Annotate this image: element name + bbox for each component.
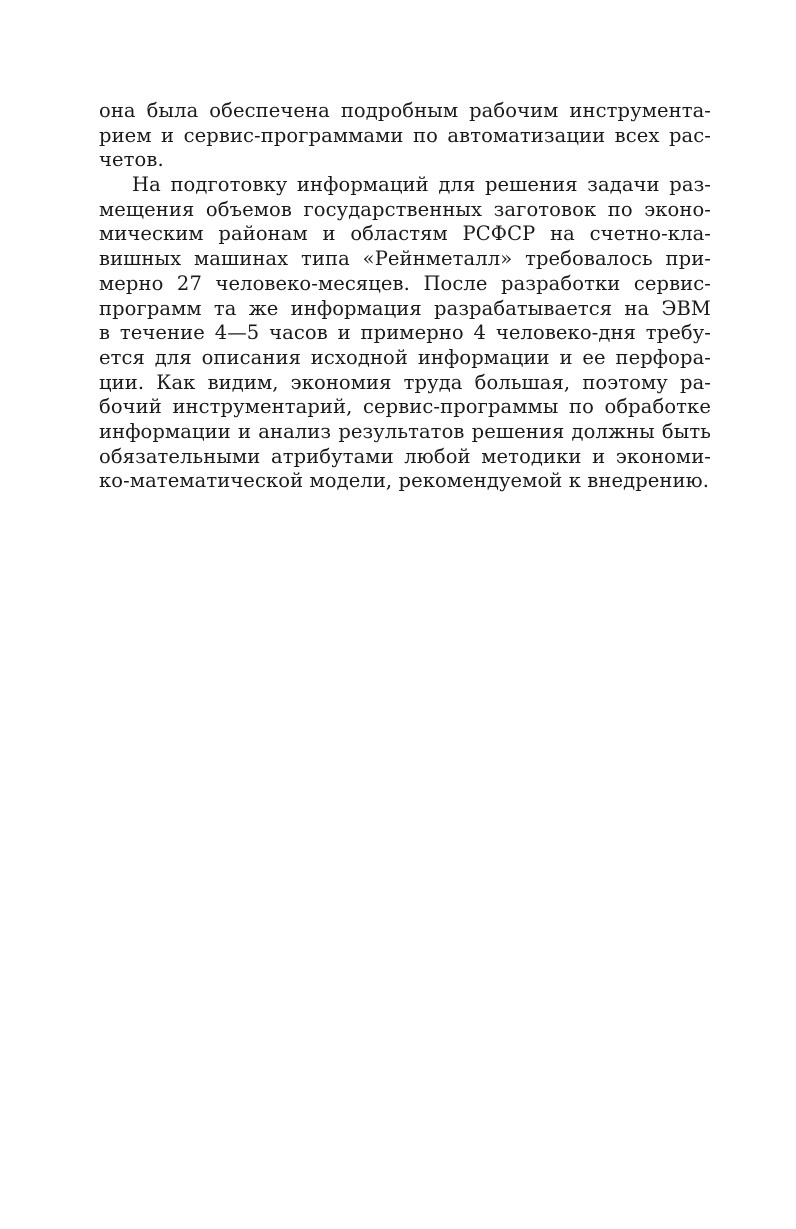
text-line: четов. — [99, 148, 164, 172]
text-line: ции. Как видим, экономия труда большая, поэтому ра- — [99, 370, 711, 394]
text-line: ется для описания исходной информации и ее перфора- — [99, 345, 711, 369]
text-line: она была обеспечена подробным рабочим инструмента- — [99, 99, 711, 122]
text-line: На подготовку информаций для решения задачи раз- — [132, 173, 711, 197]
paragraph-1 — [99, 99, 711, 173]
paragraph-2 — [99, 173, 711, 494]
text-line: мическим районам и областям РСФСР на счетно-кла- — [99, 222, 711, 246]
text-line: обязательными атрибутами любой методики и экономи- — [99, 444, 711, 468]
text-line: программ та же информация разрабатывается на ЭВМ — [99, 296, 711, 320]
text-line: мерно 27 человеко-месяцев. После разработки сервис- — [99, 271, 711, 295]
text-line: рием и сервис-программами по автоматизации всех рас- — [99, 123, 711, 147]
text-line: информации и анализ результатов решения должны быть — [99, 419, 711, 443]
text-line: бочий инструментарий, сервис-программы по обработке — [99, 395, 711, 419]
text-line: вишных машинах типа «Рейнметалл» требовалось при- — [99, 247, 711, 271]
text-line: ко-математической модели, рекомендуемой к внедрению. — [99, 469, 710, 493]
body-text — [99, 99, 711, 494]
text-line: мещения объемов государственных заготовок по эконо- — [99, 197, 711, 221]
text-line: в течение 4—5 часов и примерно 4 человеко-дня требу- — [99, 321, 711, 345]
